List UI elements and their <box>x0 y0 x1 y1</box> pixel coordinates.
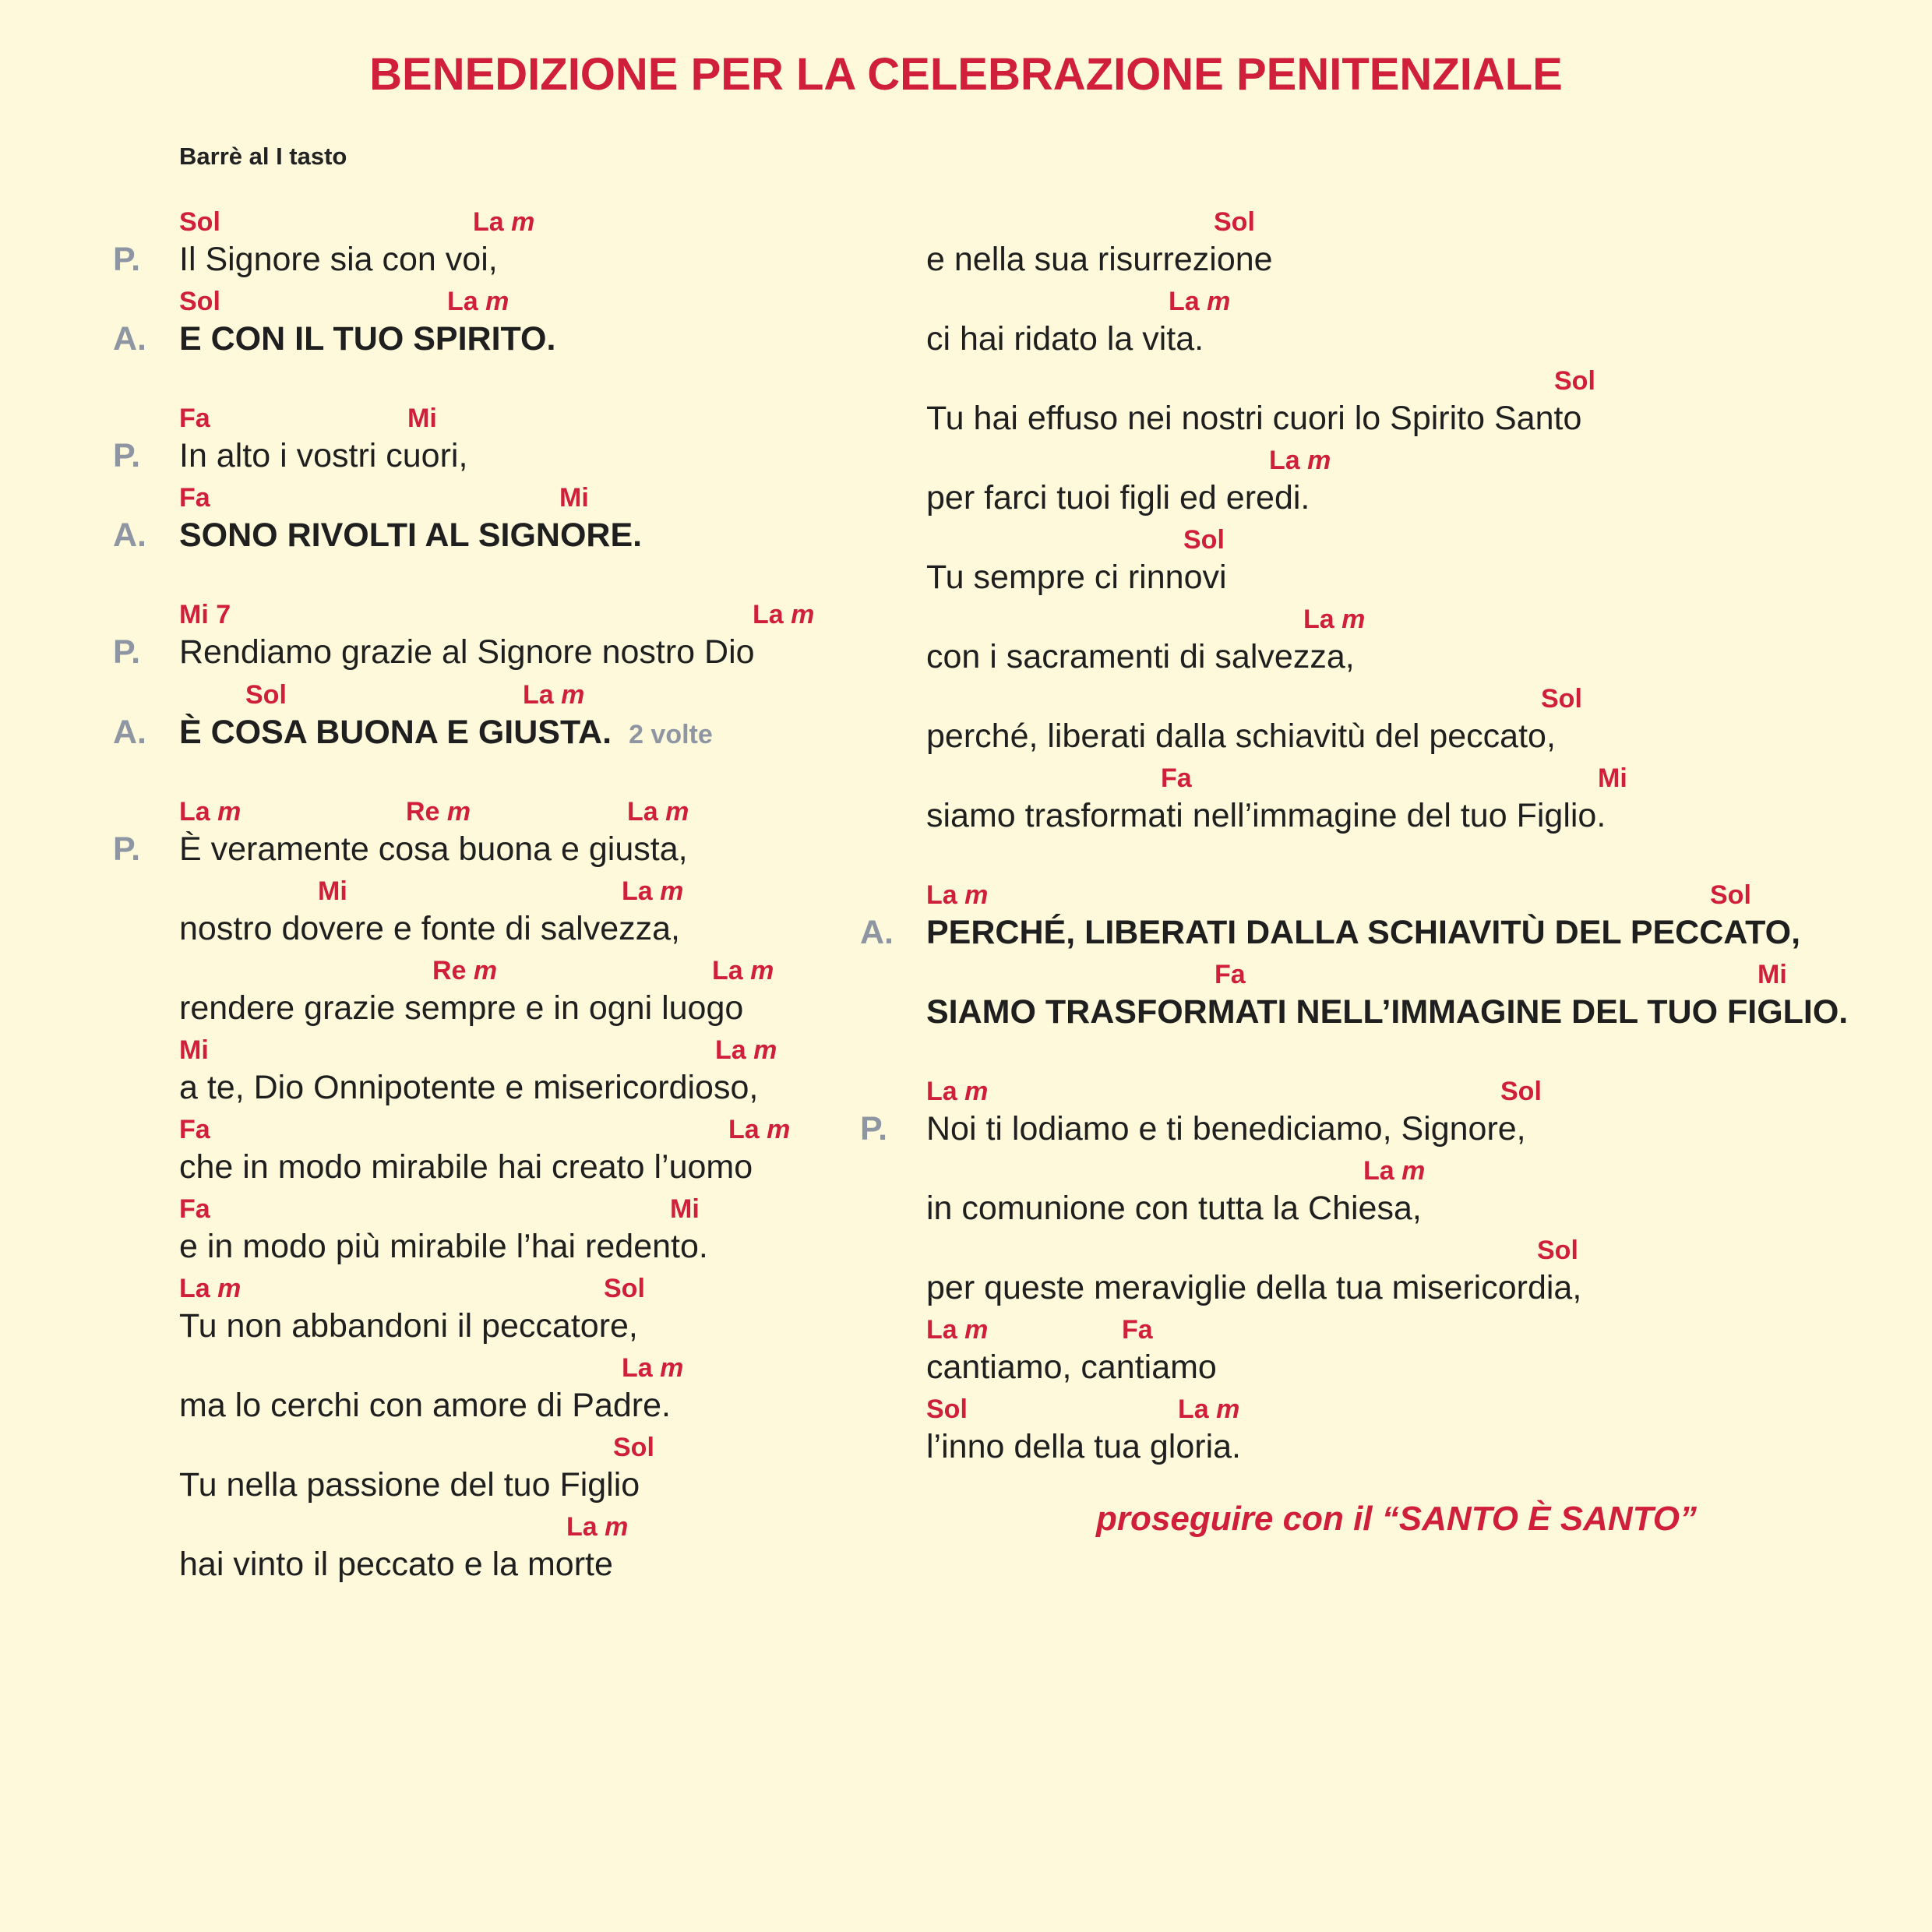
chord-label: Sol <box>1710 880 1751 910</box>
lyric-text: Noi ti lodiamo e ti benediciamo, Signore, <box>926 1110 1526 1148</box>
chord-label: Re m <box>406 797 471 827</box>
speaker-assembly: A. <box>113 320 146 358</box>
lyric-text: È veramente cosa buona e giusta, <box>179 830 688 868</box>
chord-label: Fa <box>179 1194 210 1224</box>
lyric-text: e in modo più mirabile l’hai redento. <box>179 1228 708 1265</box>
chord-label: La m <box>712 956 774 985</box>
lyric-text: È COSA BUONA E GIUSTA. 2 volte <box>179 714 713 751</box>
lyric-text: Rendiamo grazie al Signore nostro Dio <box>179 633 755 671</box>
chord-label: Sol <box>179 287 220 316</box>
chord-label: La m <box>1303 605 1366 634</box>
chord-label: Sol <box>1537 1236 1578 1265</box>
barre-note: Barrè al I tasto <box>179 143 347 170</box>
lyric-text: hai vinto il peccato e la morte <box>179 1546 613 1583</box>
chord-label: La m <box>622 876 684 906</box>
lyric-line <box>926 763 1932 848</box>
lyric-line <box>926 683 1932 769</box>
lyric-line <box>926 1314 1932 1400</box>
chord-label: La m <box>1178 1394 1240 1424</box>
chord-label: Sol <box>1214 207 1255 237</box>
chord-label: La m <box>447 287 509 316</box>
chord-label: Mi 7 <box>179 600 231 629</box>
chord-label: Mi <box>670 1194 700 1224</box>
lyric-text: a te, Dio Onnipotente e misericordioso, <box>179 1069 759 1106</box>
chord-label: Mi <box>179 1035 209 1065</box>
lyric-text: Tu hai effuso nei nostri cuori lo Spirito Santo <box>926 400 1582 437</box>
chord-label: Sol <box>604 1274 645 1303</box>
chord-label: La m <box>627 797 689 827</box>
lyric-text: ci hai ridato la vita. <box>926 320 1204 358</box>
speaker-assembly: A. <box>113 714 146 751</box>
chord-label: Mi <box>559 483 589 513</box>
speaker-presider: P. <box>113 437 141 474</box>
lyric-line <box>926 365 1932 451</box>
speaker-assembly: A. <box>860 914 894 951</box>
lyric-text: con i sacramenti di salvezza, <box>926 638 1355 675</box>
chord-label: Sol <box>926 1394 968 1424</box>
chord-label: Sol <box>613 1433 654 1462</box>
lyric-text: nostro dovere e fonte di salvezza, <box>179 910 680 947</box>
lyric-text: E CON IL TUO SPIRITO. <box>179 320 556 358</box>
chord-label: Fa <box>179 1115 210 1144</box>
speaker-presider: P. <box>860 1110 888 1148</box>
chord-label: Sol <box>245 680 287 710</box>
lyric-text: Il Signore sia con voi, <box>179 241 498 278</box>
chord-label: Mi <box>407 404 437 433</box>
speaker-presider: P. <box>113 633 141 671</box>
lyric-line <box>926 206 1932 292</box>
lyric-text: SONO RIVOLTI AL SIGNORE. <box>179 516 643 554</box>
lyric-line <box>926 524 1932 610</box>
chord-label: Sol <box>1554 366 1595 396</box>
chord-label: La m <box>728 1115 791 1144</box>
lyric-text: perché, liberati dalla schiavitù del peccato, <box>926 717 1556 755</box>
lyric-line <box>926 1235 1932 1320</box>
lyric-text: per farci tuoi figli ed eredi. <box>926 479 1310 516</box>
chord-label: La m <box>715 1035 777 1065</box>
chord-label: La m <box>622 1353 684 1383</box>
chord-label: La m <box>926 880 989 910</box>
chord-label: La m <box>523 680 585 710</box>
chord-label: Fa <box>1215 960 1246 989</box>
lyric-text: che in modo mirabile hai creato l’uomo <box>179 1148 753 1186</box>
chord-label: Mi <box>1598 763 1627 793</box>
lyric-text: in comunione con tutta la Chiesa, <box>926 1190 1422 1227</box>
chord-label: La m <box>1169 287 1231 316</box>
chord-label: La m <box>1269 446 1331 475</box>
chord-label: Fa <box>1161 763 1192 793</box>
lyric-text: rendere grazie sempre e in ogni luogo <box>179 989 744 1027</box>
lyric-text: per queste meraviglie della tua misericordia, <box>926 1269 1582 1306</box>
lyric-line <box>926 959 1932 1045</box>
chord-label: La m <box>1363 1156 1426 1186</box>
chord-label: La m <box>566 1512 629 1542</box>
chord-label: La m <box>926 1077 989 1106</box>
chord-label: La m <box>179 1274 242 1303</box>
chord-label: La m <box>179 797 242 827</box>
chord-label: La m <box>473 207 535 237</box>
closing-note: proseguire con il “SANTO È SANTO” <box>1096 1500 1697 1538</box>
lyric-line <box>926 1155 1932 1241</box>
lyric-text: In alto i vostri cuori, <box>179 437 468 474</box>
lyric-text: Tu sempre ci rinnovi <box>926 559 1227 596</box>
chord-label: Mi <box>1757 960 1787 989</box>
chord-label: Fa <box>1122 1315 1153 1345</box>
lyric-line <box>179 1511 1192 1597</box>
speaker-assembly: A. <box>113 516 146 554</box>
lyric-line <box>926 604 1932 689</box>
lyric-text: PERCHÉ, LIBERATI DALLA SCHIAVITÙ DEL PECCATO, <box>926 914 1801 951</box>
speaker-presider: P. <box>113 830 141 868</box>
lyric-text: e nella sua risurrezione <box>926 241 1273 278</box>
lyric-line <box>926 1394 1932 1479</box>
lyric-text: ma lo cerchi con amore di Padre. <box>179 1387 671 1424</box>
chord-label: Sol <box>1500 1077 1542 1106</box>
lyric-text: l’inno della tua gloria. <box>926 1428 1241 1465</box>
lyric-text: Tu nella passione del tuo Figlio <box>179 1466 640 1504</box>
chord-label: La m <box>926 1315 989 1345</box>
speaker-presider: P. <box>113 241 141 278</box>
lyric-text: cantiamo, cantiamo <box>926 1349 1217 1386</box>
chord-label: Fa <box>179 404 210 433</box>
chord-label: Re m <box>432 956 498 985</box>
lyric-line <box>926 445 1932 531</box>
chord-label: Sol <box>1541 684 1582 714</box>
lyric-text: Tu non abbandoni il peccatore, <box>179 1307 638 1345</box>
lyric-text: SIAMO TRASFORMATI NELL’IMMAGINE DEL TUO FIGLIO. <box>926 993 1849 1031</box>
chord-label: Mi <box>318 876 347 906</box>
page-title: BENEDIZIONE PER LA CELEBRAZIONE PENITENZIALE <box>369 49 1563 100</box>
repeat-label: 2 volte <box>629 720 713 749</box>
lyric-text: siamo trasformati nell’immagine del tuo Figlio. <box>926 797 1606 834</box>
chord-label: La m <box>753 600 815 629</box>
chord-label: Fa <box>179 483 210 513</box>
lyric-line <box>926 286 1932 372</box>
lyric-line <box>860 880 1932 965</box>
chord-label: Sol <box>179 207 220 237</box>
lyric-line <box>860 1076 1932 1162</box>
chord-label: Sol <box>1183 525 1225 555</box>
